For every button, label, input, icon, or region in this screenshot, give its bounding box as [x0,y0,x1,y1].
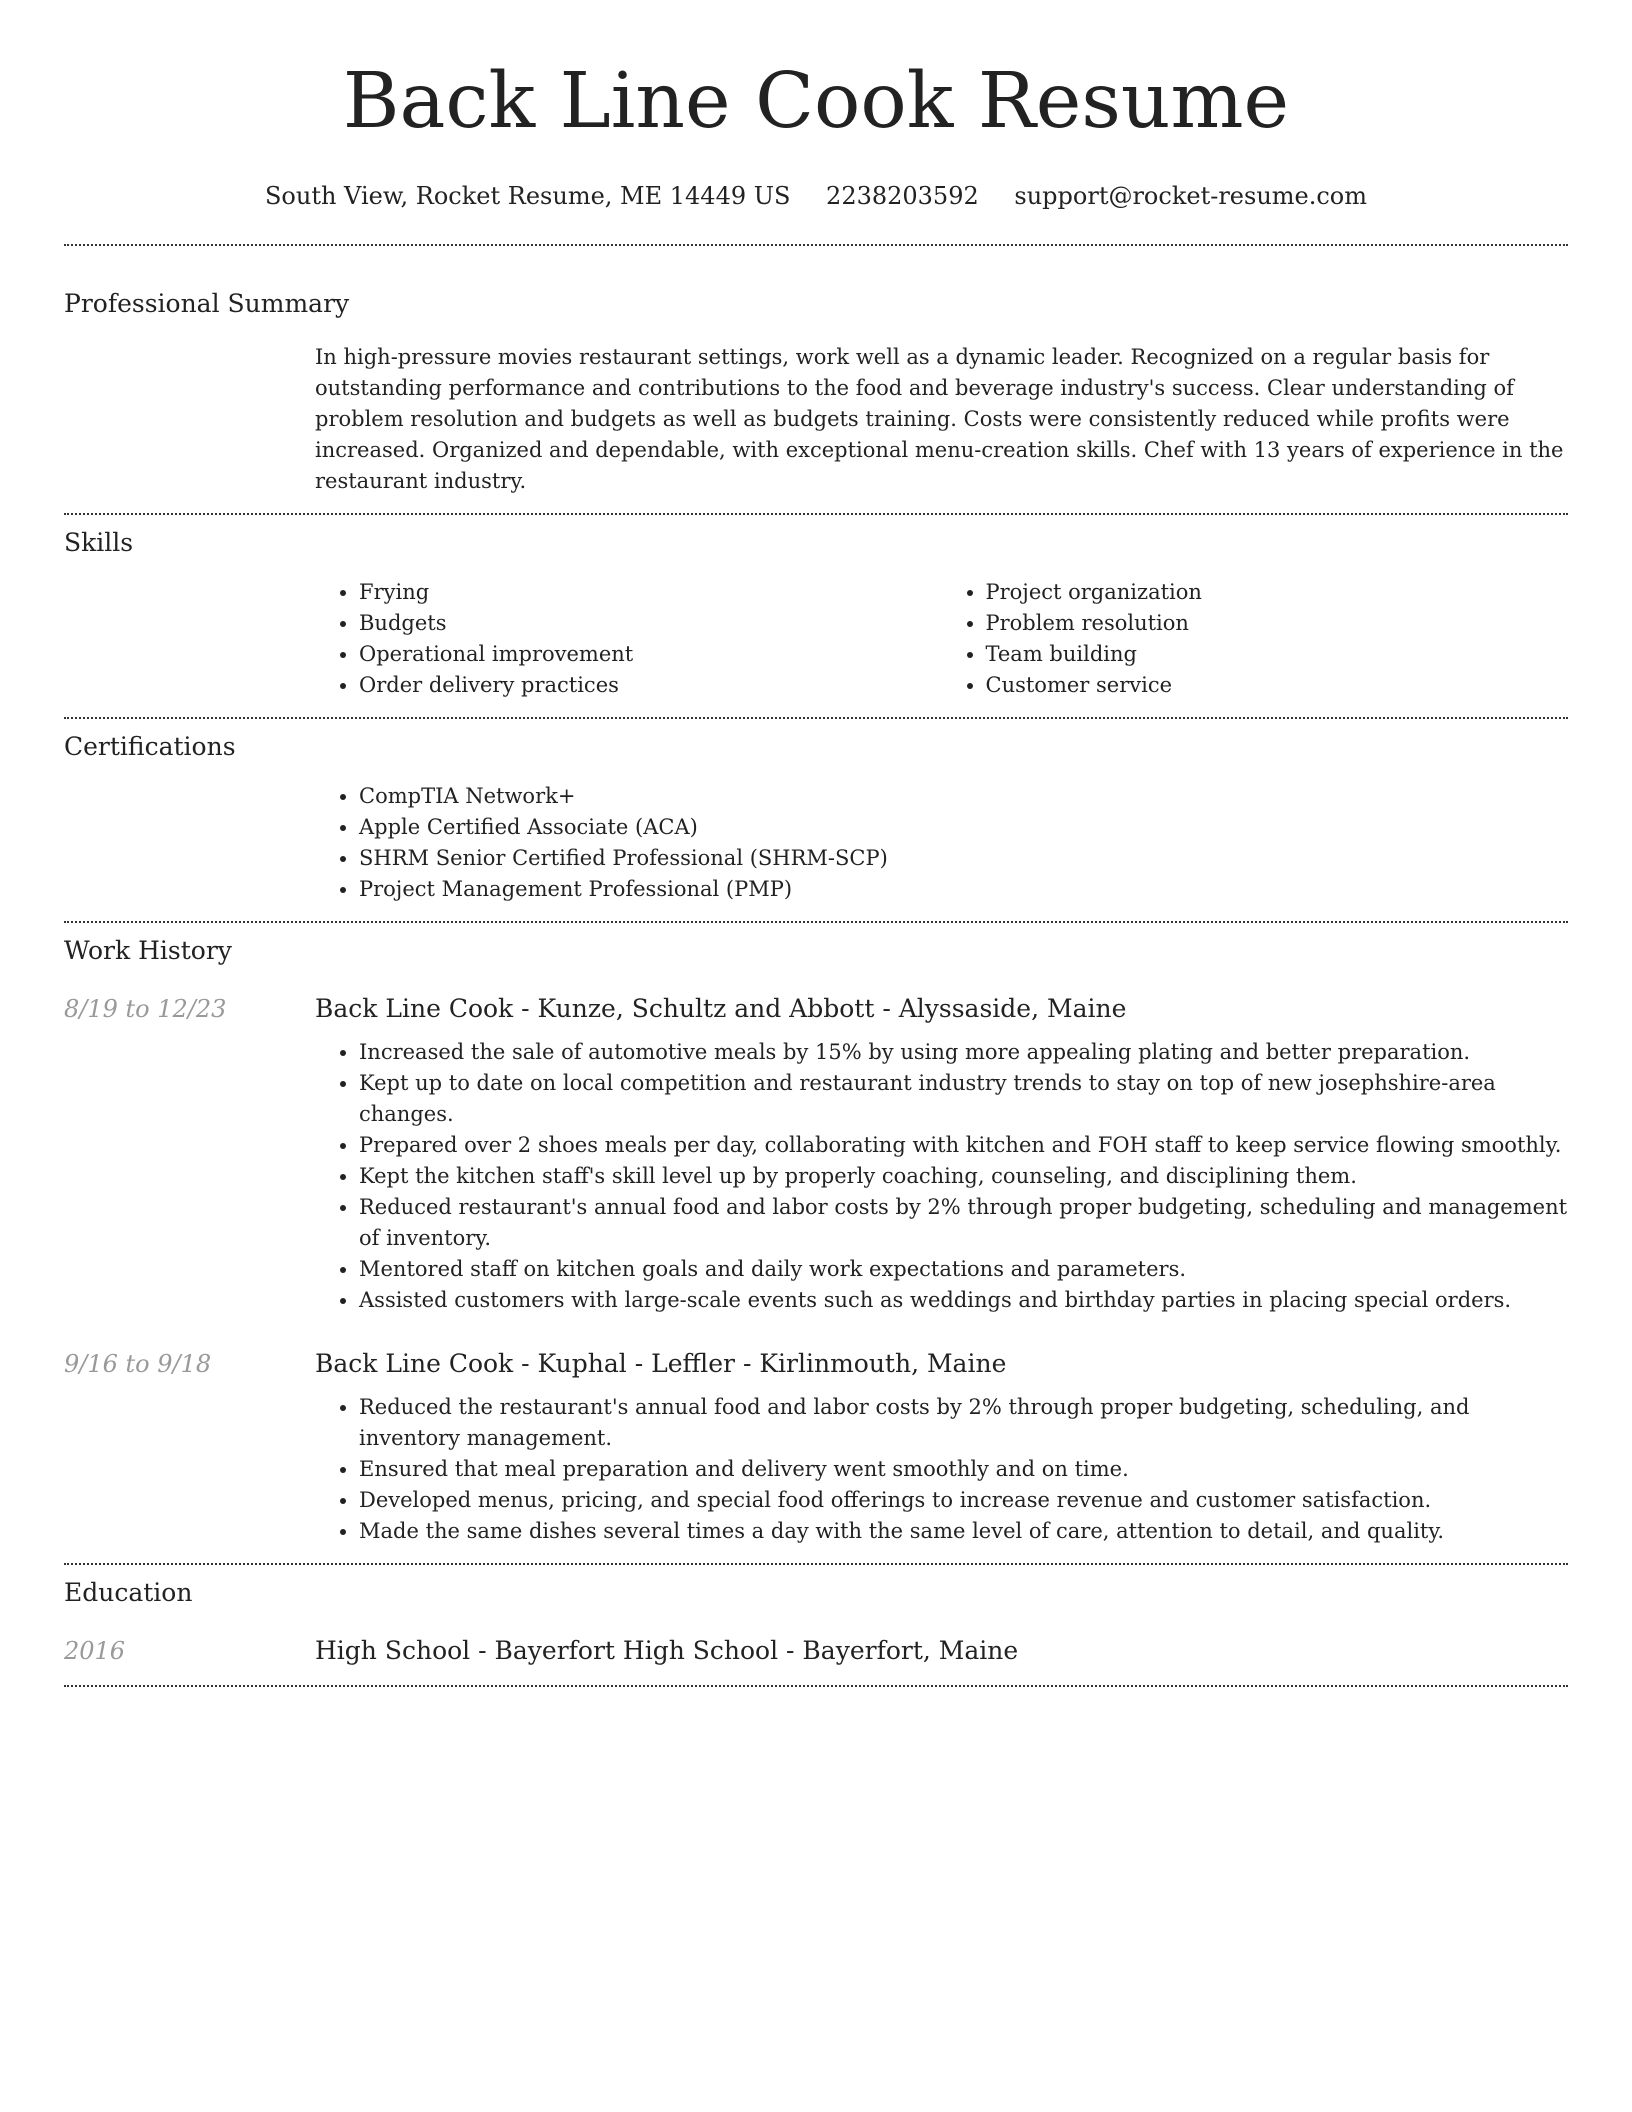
skills-list-left [315,577,942,701]
section-title-work-history: Work History [64,936,232,965]
skills-section [64,515,1568,701]
job-body [315,993,1568,1316]
job-date: 8/19 to 12/23 [64,995,227,1023]
education-date: 2016 [64,1637,126,1665]
list-item: • Apple Certified Associate (ACA) [359,812,1568,843]
job-entry [64,1348,1568,1563]
summary-text: In high-pressure movies restaurant settings, work well as a dynamic leader. Recognized on a regular basis for outstanding performance and contributions to the food and beverage industry's success. Clear understanding of problem resolution and budgets as well as budgets training. Costs were consistently reduced while profits were increased. Organized and dependable, with exceptional menu-creation skills. Chef with 13 years of experience in the restaurant industry. [315,345,1564,493]
summary-section [64,246,1568,497]
job-date: 9/16 to 9/18 [64,1350,212,1378]
section-title-summary: Professional Summary [64,289,350,318]
list-item: • Kept the kitchen staff's skill level up by properly coaching, counseling, and disciplining them. [359,1161,1568,1192]
list-item: • SHRM Senior Certified Professional (SHRM-SCP) [359,843,1568,874]
job-entry [64,993,1568,1316]
job-title: Back Line Cook - Kuphal - Leffler - Kirlinmouth, Maine [315,1349,1007,1378]
list-item: • Problem resolution [986,608,1569,639]
list-item: • Made the same dishes several times a day with the same level of care, attention to detail, and quality. [359,1516,1568,1547]
skills-list-right [942,577,1569,701]
email: support@rocket-resume.com [1014,182,1368,210]
list-item: • Increased the sale of automotive meals by 15% by using more appealing plating and better preparation. [359,1037,1568,1068]
list-item: • Developed menus, pricing, and special food offerings to increase revenue and customer satisfaction. [359,1485,1568,1516]
job-title: Back Line Cook - Kunze, Schultz and Abbott - Alyssaside, Maine [315,994,1127,1023]
list-item: • Frying [359,577,942,608]
education-body [315,1635,1018,1667]
job-bullets [315,1392,1568,1547]
list-item: • Budgets [359,608,942,639]
work-history-section [64,923,1568,1563]
resume-title: Back Line Cook Resume [342,57,1290,146]
contact-line [64,180,1568,212]
education-title: High School - Bayerfort High School - Bayerfort, Maine [315,1636,1019,1665]
list-item: • CompTIA Network+ [359,781,1568,812]
list-item: • Project organization [986,577,1569,608]
section-title-education: Education [64,1578,193,1607]
list-item: • Prepared over 2 shoes meals per day, collaborating with kitchen and FOH staff to keep service flowing smoothly. [359,1130,1568,1161]
list-item: • Team building [986,639,1569,670]
education-entry [64,1635,1568,1667]
list-item: • Reduced the restaurant's annual food and labor costs by 2% through proper budgeting, scheduling, and inventory management. [359,1392,1568,1454]
list-item: • Ensured that meal preparation and delivery went smoothly and on time. [359,1454,1568,1485]
job-body [315,1348,1568,1563]
list-item: • Operational improvement [359,639,942,670]
education-section [64,1565,1568,1667]
phone: 2238203592 [826,182,979,210]
section-title-skills: Skills [64,528,134,557]
skills-grid [315,577,1568,701]
certifications-list [315,781,1568,905]
section-title-certifications: Certifications [64,732,236,761]
list-item: • Order delivery practices [359,670,942,701]
list-item: • Assisted customers with large-scale events such as weddings and birthday parties in placing special orders. [359,1285,1568,1316]
list-item: • Reduced restaurant's annual food and labor costs by 2% through proper budgeting, scheduling and management of inventory. [359,1192,1568,1254]
divider [64,1685,1568,1687]
list-item: • Project Management Professional (PMP) [359,874,1568,905]
address: South View, Rocket Resume, ME 14449 US [264,182,791,210]
list-item: • Mentored staff on kitchen goals and daily work expectations and parameters. [359,1254,1568,1285]
certifications-section [64,719,1568,905]
list-item: • Customer service [986,670,1569,701]
job-bullets [315,1037,1568,1316]
list-item: • Kept up to date on local competition and restaurant industry trends to stay on top of new josephshire-area changes. [359,1068,1568,1130]
